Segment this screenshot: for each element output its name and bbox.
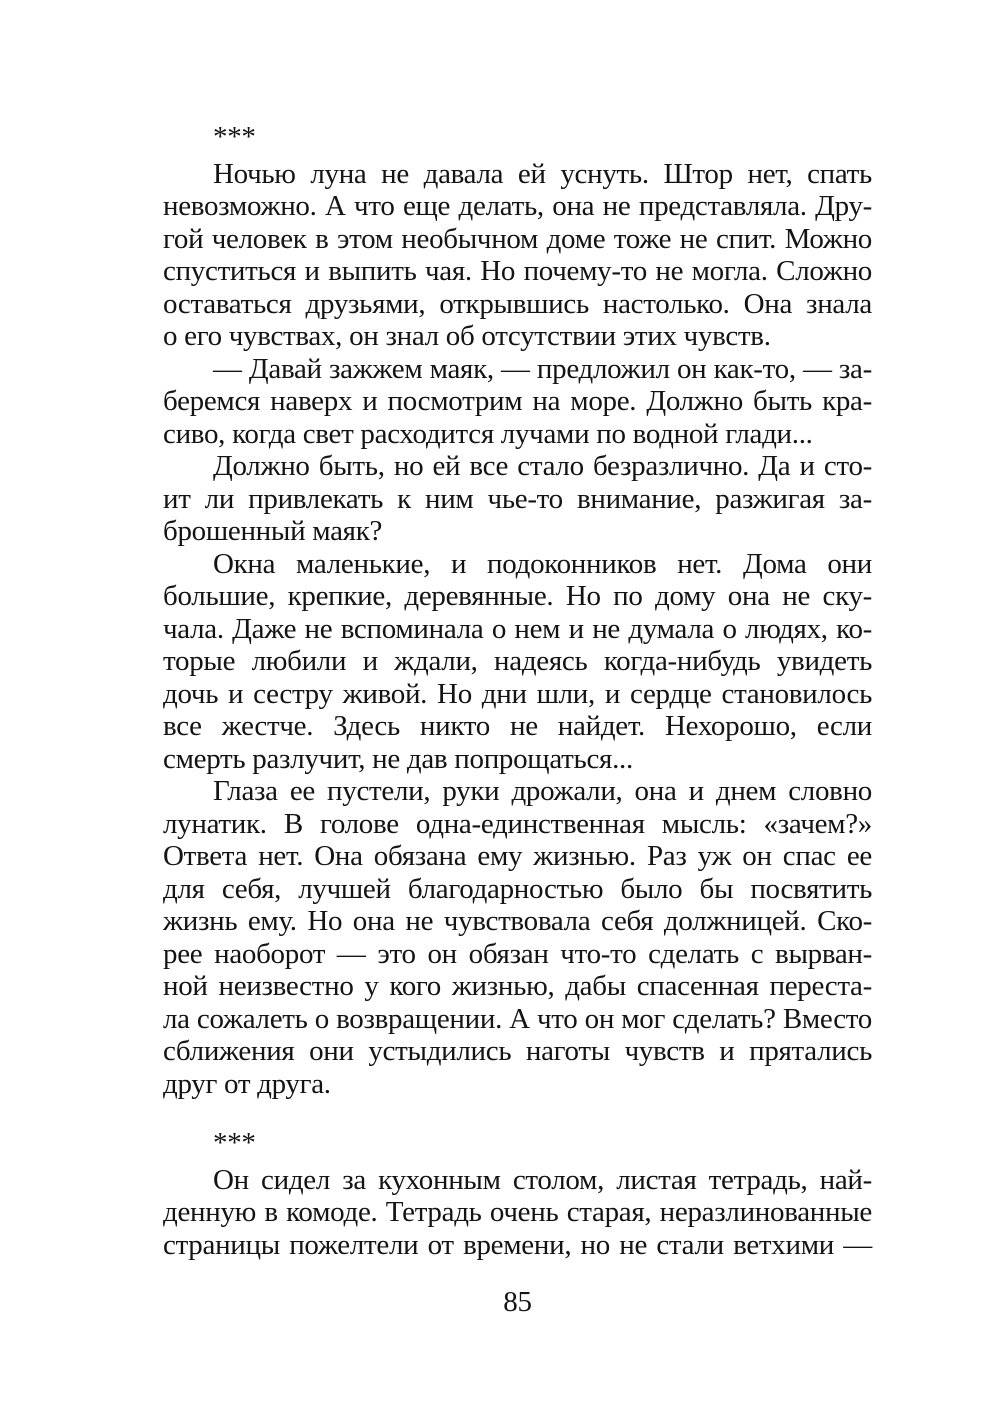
text-line: для себя, лучшей благодарностью было бы посвятить [163, 872, 872, 905]
text-line: смерть разлучит, не дав попрощаться... [163, 742, 633, 775]
text-line: Он сидел за кухонным столом, листая тетрадь, най- [213, 1163, 872, 1196]
text-line: гой человек в этом необычном доме тоже не спит. Можно [163, 222, 872, 255]
text-line: большие, крепкие, деревянные. Но по дому она не ску- [163, 580, 872, 612]
text-line: — Давай зажжем маяк, — предложил он как-то, — за- [213, 352, 872, 385]
text-line: брошенный маяк? [163, 515, 383, 547]
text-line: Ночью луна не давала ей уснуть. Штор нет, спать [213, 157, 872, 190]
paragraph [163, 1164, 872, 1262]
text-line: Глаза ее пустели, руки дрожали, она и днем словно [213, 775, 872, 807]
text-line: все жестче. Здесь никто не найдет. Нехорошо, если [163, 710, 872, 742]
text-line: оставаться друзьями, открывшись настолько. Она знала [163, 287, 872, 320]
text-line: сближения они устыдились наготы чувств и прятались [163, 1035, 872, 1067]
paragraph [163, 548, 872, 776]
text-section [163, 1127, 872, 1261]
page-text [163, 121, 872, 1261]
text-line: ной неизвестно у кого жизнью, дабы спасенная переста- [163, 970, 872, 1002]
paragraph [163, 353, 872, 451]
text-line: Окна маленькие, и подоконников нет. Дома они [213, 547, 872, 580]
paragraph [163, 775, 872, 1100]
text-line: беремся наверх и посмотрим на море. Должно быть кра- [163, 385, 872, 417]
section-separator: *** [213, 1127, 256, 1159]
text-line: о его чувствах, он знал об отсутствии этих чувств. [163, 320, 771, 352]
text-line: жизнь ему. Но она не чувствовала себя должницей. Ско- [163, 905, 872, 937]
text-line: спуститься и выпить чая. Но почему-то не могла. Сложно [163, 255, 872, 287]
text-line: Должно быть, но ей все стало безразлично. Да и сто- [213, 450, 872, 482]
paragraph [163, 158, 872, 353]
paragraph [163, 450, 872, 548]
text-line: ит ли привлекать к ним чье-то внимание, разжигая за- [163, 482, 872, 515]
section-separator: *** [213, 121, 256, 153]
text-line: друг от друга. [163, 1067, 331, 1100]
page-number: 85 [503, 1286, 532, 1318]
text-line: страницы пожелтели от времени, но не стали ветхими — [163, 1228, 872, 1261]
text-line: денную в комоде. Тетрадь очень старая, неразлинованные [163, 1196, 872, 1228]
text-line: лунатик. В голове одна-единственная мысль: «зачем?» [163, 807, 872, 840]
text-line: дочь и сестру живой. Но дни шли, и сердце становилось [163, 677, 872, 710]
text-section [163, 121, 872, 1100]
text-line: торые любили и ждали, надеясь когда-нибудь увидеть [163, 645, 872, 677]
text-line: Ответа нет. Она обязана ему жизнью. Раз уж он спас ее [163, 840, 872, 872]
text-line: невозможно. А что еще делать, она не представляла. Дру- [163, 190, 872, 222]
text-line: чала. Даже не вспоминала о нем и не думала о людях, ко- [163, 612, 872, 645]
text-line: ла сожалеть о возвращении. А что он мог сделать? Вместо [163, 1002, 872, 1035]
text-line: рее наоборот — это он обязан что-то сделать с вырван- [163, 937, 872, 970]
text-line: сиво, когда свет расходится лучами по водной глади... [163, 417, 813, 450]
